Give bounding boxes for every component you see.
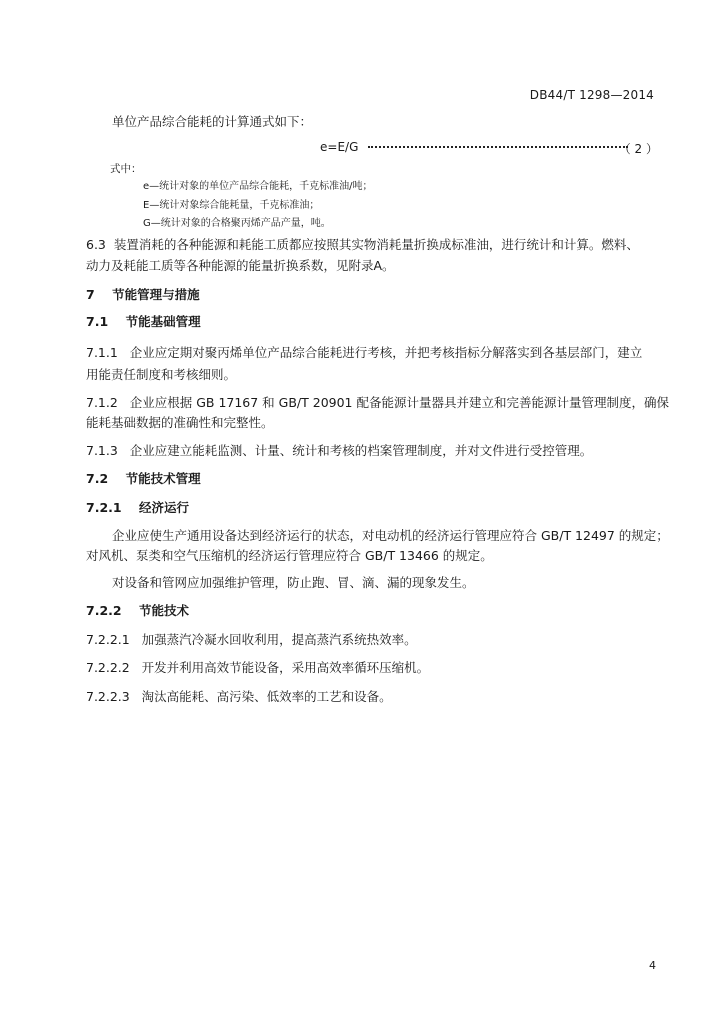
heading-7: [86, 286, 658, 304]
formula-expression: e=E/G: [320, 140, 359, 154]
section-number: 7.2.2: [86, 603, 122, 618]
section-number: 7.2.1: [86, 500, 122, 515]
formula-number: （ 2 ）: [618, 142, 658, 156]
section-number: 7.2: [86, 471, 109, 486]
section-text: 开发并利用高效节能设备，采用高效率循环压缩机。: [141, 660, 430, 675]
leader-dots: [368, 146, 628, 148]
variable-G: G—统计对象的合格聚丙烯产品产量，吨。: [143, 218, 331, 229]
section-number: 7: [86, 287, 95, 302]
section-text: 加强蒸汽冷凝水回收利用，提高蒸汽系统热效率。: [141, 632, 417, 647]
section-text: 淘汰高能耗、高污染、低效率的工艺和设备。: [141, 689, 392, 704]
heading-7-2-2: [86, 602, 658, 620]
standard-code: DB44/T 1298—2014: [529, 88, 654, 102]
para-economic-line1: 企业应使生产通用设备达到经济运行的状态，对电动机的经济运行管理应符合 GB/T 12497 的规定；: [112, 528, 669, 543]
para-economic-line2: 对风机、泵类和空气压缩机的经济运行管理应符合 GB/T 13466 的规定。: [86, 548, 493, 563]
section-7-1-1-line1: [86, 344, 658, 362]
section-number: 7.2.2.3: [86, 689, 130, 704]
section-number: 7.1.3: [86, 443, 118, 458]
section-title: 节能管理与措施: [112, 287, 200, 302]
para-maintenance: 对设备和管网应加强维护管理，防止跑、冒、滴、漏的现象发生。: [112, 575, 475, 590]
section-6-3-line1: [86, 236, 658, 254]
section-number: 7.1.2: [86, 395, 118, 410]
section-7-2-2-1: [86, 631, 658, 649]
section-number: 7.2.2.2: [86, 660, 130, 675]
section-text: 企业应根据 GB 17167 和 GB/T 20901 配备能源计量器具并建立和完善能源计量管理制度，确保: [129, 395, 669, 410]
section-number: 7.1.1: [86, 345, 118, 360]
heading-7-1: [86, 313, 658, 331]
section-title: 节能技术: [139, 603, 190, 618]
section-number: 7.2.2.1: [86, 632, 130, 647]
heading-7-2-1: [86, 499, 658, 517]
variable-e: e—统计对象的单位产品综合能耗，千克标准油/吨；: [143, 181, 373, 192]
section-7-1-3: [86, 442, 658, 460]
section-title: 节能技术管理: [125, 471, 201, 486]
formula-intro: 单位产品综合能耗的计算通式如下：: [112, 114, 313, 129]
page-number: 4: [649, 959, 656, 972]
section-7-1-2-line2: 能耗基础数据的准确性和完整性。: [86, 415, 274, 430]
section-text: 企业应建立能耗监测、计量、统计和考核的档案管理制度，并对文件进行受控管理。: [129, 443, 593, 458]
heading-7-2: [86, 470, 658, 488]
section-7-2-2-3: [86, 688, 658, 706]
section-title: 节能基础管理: [125, 314, 201, 329]
variable-E: E—统计对象综合能耗量，千克标准油；: [143, 200, 320, 211]
section-number: 6.3: [86, 237, 106, 252]
section-text: 装置消耗的各种能源和耗能工质都应按照其实物消耗量折换成标准油，进行统计和计算。燃料、: [113, 237, 639, 252]
section-number: 7.1: [86, 314, 109, 329]
section-text: 企业应定期对聚丙烯单位产品综合能耗进行考核，并把考核指标分解落实到各基层部门，建立: [129, 345, 643, 360]
section-7-2-2-2: [86, 659, 658, 677]
section-7-1-2-line1: [86, 394, 669, 412]
section-title: 经济运行: [139, 500, 190, 515]
section-6-3-line2: 动力及耗能工质等各种能源的能量折换系数，见附录A。: [86, 258, 395, 273]
section-7-1-1-line2: 用能责任制度和考核细则。: [86, 367, 237, 382]
where-label: 式中：: [110, 163, 142, 175]
